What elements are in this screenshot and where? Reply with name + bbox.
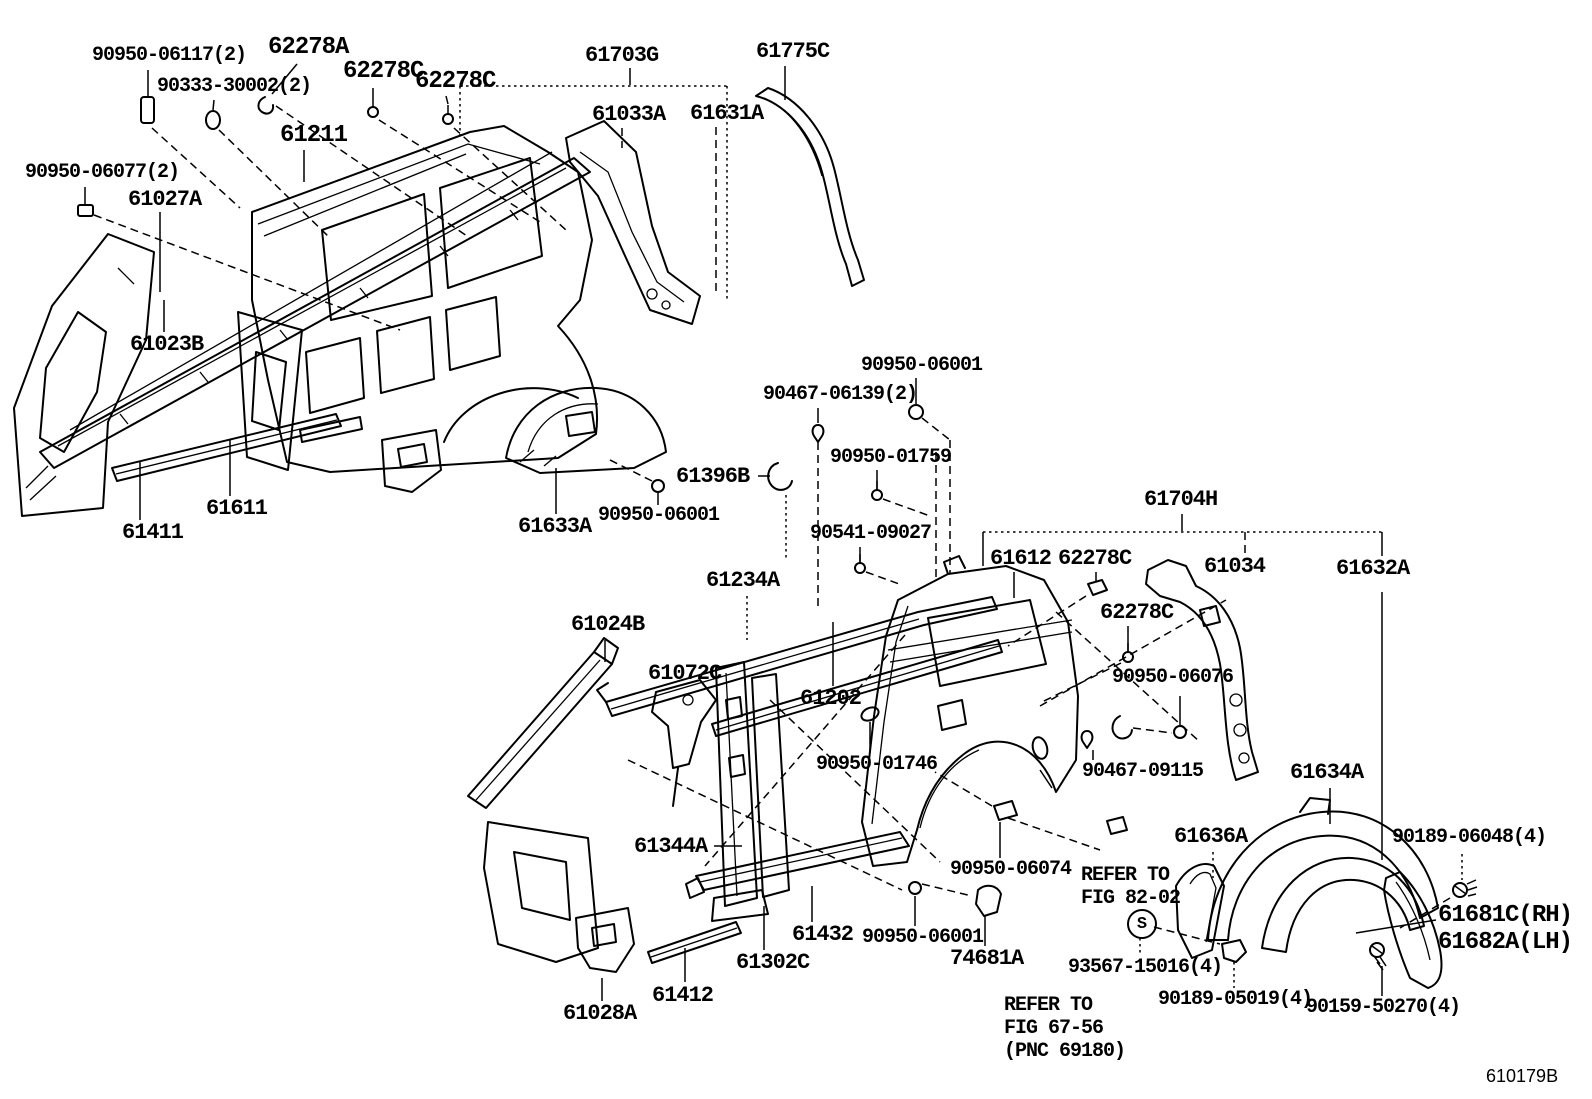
part-label: 90950-06001 (862, 926, 984, 949)
part-label: 90467-09115 (1082, 760, 1204, 783)
part-label: 90950-06117(2) (92, 44, 247, 67)
part-label: 61034 (1204, 554, 1266, 579)
part-label: 90950-06077(2) (25, 161, 180, 184)
part-label: 74681A (950, 946, 1024, 971)
part-label: 61681C(RH) (1438, 902, 1573, 929)
reference-note (1004, 994, 1125, 1063)
part-label: 61211 (280, 122, 348, 149)
part-label: 90950-06001 (861, 354, 983, 377)
quarter-pillar-drawing (566, 121, 700, 324)
part-label: 61024B (571, 612, 645, 637)
part-label: 61028A (563, 1001, 637, 1026)
part-label: 61302C (736, 950, 810, 975)
reference-note-line: REFER TO (1081, 864, 1170, 887)
part-label: 62278C (1058, 546, 1132, 571)
part-label: 90950-01746 (816, 753, 938, 776)
part-label: 61396B (676, 464, 750, 489)
part-label: 90189-06048(4) (1392, 826, 1547, 849)
bracket-61072C-drawing (652, 680, 716, 806)
part-label: 61775C (756, 39, 830, 64)
part-label: 61411 (122, 520, 184, 545)
part-label: 61432 (792, 922, 854, 947)
part-label: 90950-06076 (1112, 666, 1234, 689)
part-label: 61704H (1144, 487, 1218, 512)
part-label: 61611 (206, 496, 268, 521)
wheel-house-liner-drawing (1176, 798, 1438, 958)
part-label: 90189-05019(4) (1158, 988, 1313, 1011)
front-pillar-frame-drawing (14, 234, 154, 516)
part-label: 90950-06001 (598, 504, 720, 527)
part-label: 90333-30002(2) (157, 75, 312, 98)
part-label: 61636A (1174, 824, 1248, 849)
reference-note-line: FIG 67-56 (1004, 1017, 1104, 1040)
reference-note-line: REFER TO (1004, 994, 1093, 1017)
part-label: 62278C (1100, 600, 1174, 625)
part-label: 61633A (518, 514, 592, 539)
reference-note (1081, 864, 1180, 910)
part-label: 61612 (990, 546, 1052, 571)
wheel-house-dome-drawing (382, 388, 666, 492)
circled-s-symbol (1127, 909, 1157, 939)
part-label: 61072C (648, 661, 722, 686)
rocker-moulding-drawing (112, 414, 341, 481)
fastener-glyphs (78, 97, 1477, 970)
part-label: 61033A (592, 102, 666, 127)
part-label: 61234A (706, 568, 780, 593)
screw-50270 (1370, 943, 1386, 970)
part-label: 61023B (130, 332, 204, 357)
part-label: 90541-09027 (810, 522, 932, 545)
part-label: 61634A (1290, 760, 1364, 785)
diagram-code: 610179B (1486, 1066, 1559, 1086)
part-label: 90159-50270(4) (1306, 996, 1461, 1019)
reference-note-line: FIG 82-02 (1081, 887, 1181, 910)
part-label: 90950-01759 (830, 446, 952, 469)
part-label: 90950-06074 (950, 858, 1072, 881)
screw-06048 (1453, 880, 1477, 897)
part-label: 93567-15016(4) (1068, 956, 1223, 979)
part-label: 61703G (585, 43, 659, 68)
circled-s-letter: S (1136, 914, 1148, 934)
part-label: 61027A (128, 187, 202, 212)
part-label: 61412 (652, 983, 714, 1008)
part-label: 61682A(LH) (1438, 929, 1573, 956)
part-label: 61202 (800, 686, 862, 711)
roof-side-rail-drawing (40, 152, 590, 468)
part-label: 62278C (415, 68, 496, 95)
part-label: 61631A (690, 101, 764, 126)
part-label: 62278C (343, 58, 424, 85)
center-body-pillar-drawing (712, 662, 789, 921)
part-label: 62278A (268, 34, 349, 61)
part-label: 61344A (634, 834, 708, 859)
part-label: 61632A (1336, 556, 1410, 581)
part-label: 90467-06139(2) (763, 383, 918, 406)
windshield-pillar-strip-drawing (756, 88, 864, 286)
reference-note-line: (PNC 69180) (1004, 1040, 1126, 1063)
